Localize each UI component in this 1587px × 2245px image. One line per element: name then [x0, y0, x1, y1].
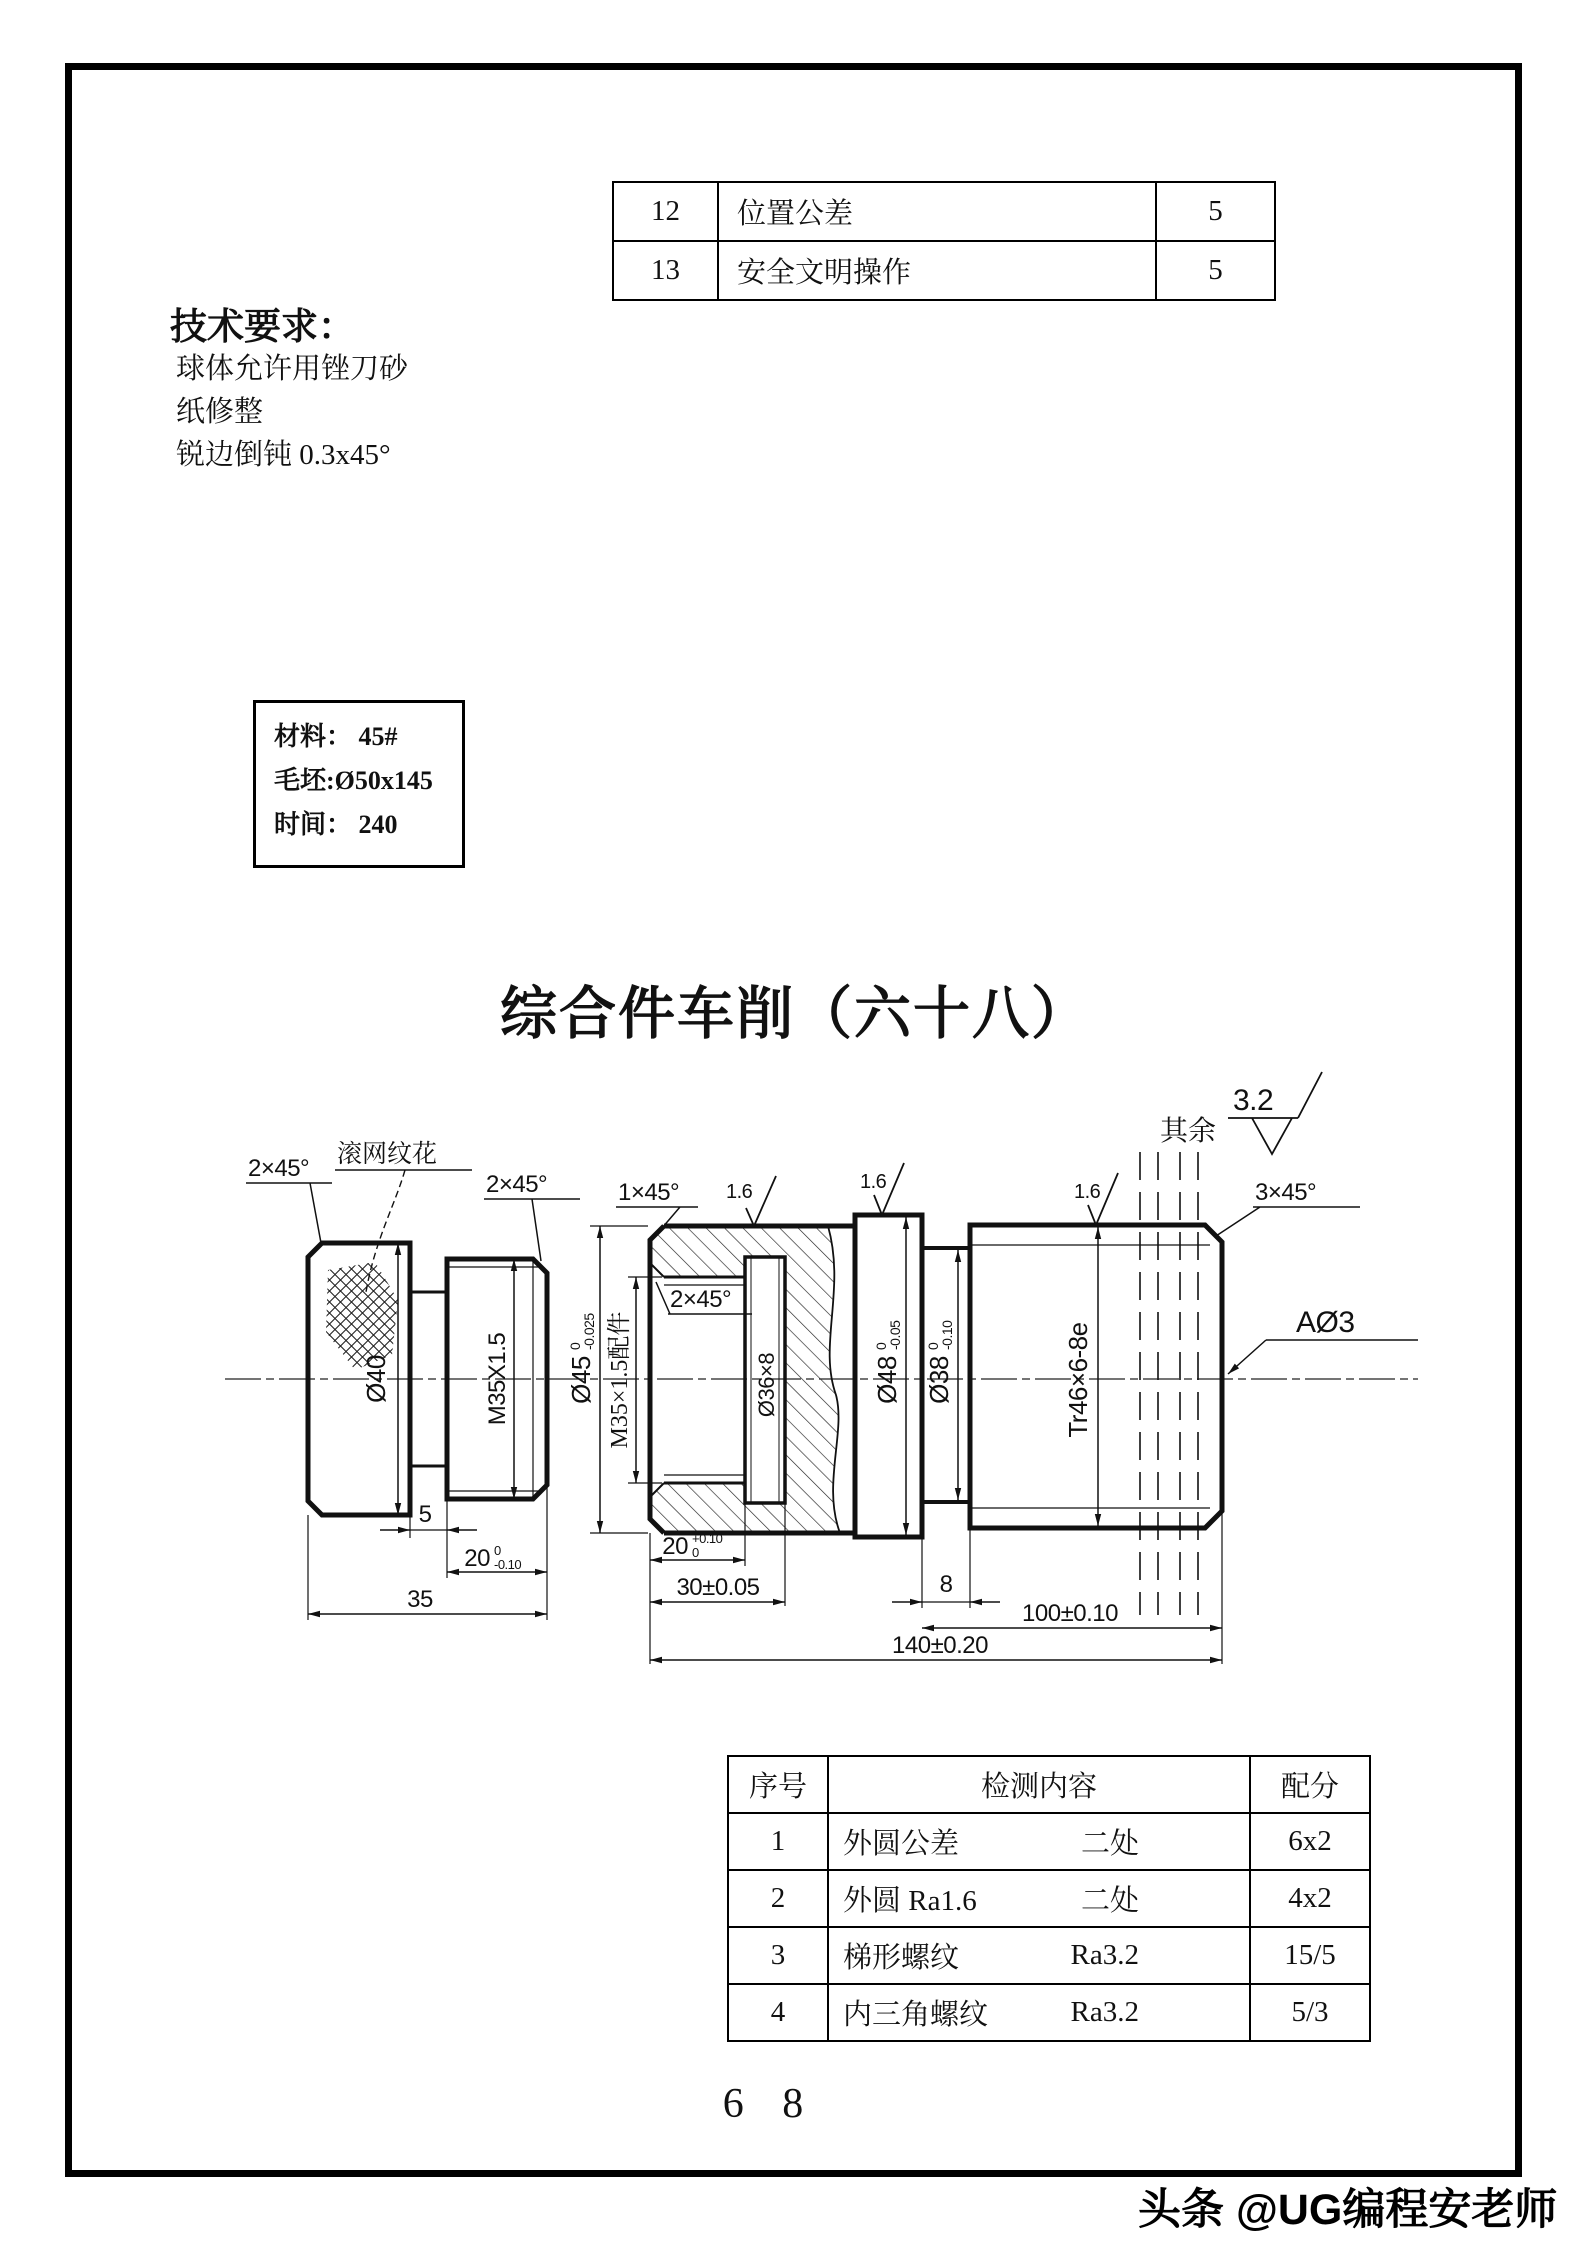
- label-datum-hole: AØ3: [1296, 1306, 1355, 1339]
- label-dia38-tol-dn: -0.10: [939, 1320, 955, 1350]
- item-text: 梯形螺纹: [843, 1942, 960, 1974]
- row-score: 5: [1156, 182, 1275, 241]
- row-item: 安全文明操作: [718, 241, 1156, 300]
- label-dia48-tol-up: 0: [873, 1342, 889, 1350]
- item-qualifier: Ra3.2: [1070, 1939, 1139, 1971]
- knurl-patch: [326, 1262, 398, 1370]
- table-row: [613, 182, 1275, 241]
- label-thread-tr46: Tr46×6-8e: [1063, 1322, 1093, 1438]
- label-chamfer-2x45-right: 2×45°: [486, 1171, 548, 1198]
- label-chamfer-2x45-inner: 2×45°: [670, 1286, 732, 1313]
- label-dia48: Ø48: [872, 1356, 902, 1404]
- label-dia38: Ø38: [924, 1356, 954, 1404]
- technical-drawing: [170, 1060, 1420, 1700]
- label-knurl: 滚网纹花: [337, 1141, 438, 1168]
- tech-line: 球体允许用锉刀砂: [176, 353, 409, 385]
- label-dim35: 35: [407, 1586, 433, 1613]
- table-header-row: [728, 1756, 1370, 1813]
- header-no: 序号: [728, 1756, 828, 1813]
- row-number: 3: [728, 1927, 828, 1984]
- row-number: 12: [613, 182, 718, 241]
- label-dia48-tol-dn: -0.05: [887, 1320, 903, 1350]
- header-score: 配分: [1250, 1756, 1370, 1813]
- row-score: 5: [1156, 241, 1275, 300]
- item-qualifier: 二处: [1080, 1828, 1139, 1860]
- label-dia40: Ø40: [361, 1355, 391, 1403]
- row-number: 1: [728, 1813, 828, 1870]
- row-item: [828, 1927, 1250, 1984]
- row-score: 4x2: [1250, 1870, 1370, 1927]
- tech-requirements-heading: 技术要求：: [170, 307, 355, 348]
- label-dim20-left-tol-dn: -0.10: [494, 1557, 522, 1572]
- label-groove: Ø36×8: [754, 1352, 779, 1418]
- label-dim20-right-tol-dn: 0: [692, 1545, 699, 1560]
- time-line: 时间： 240: [274, 810, 398, 839]
- row-score: 5/3: [1250, 1984, 1370, 2041]
- label-dim20-right-tol-up: +0.10: [692, 1531, 723, 1546]
- item-qualifier: 二处: [1080, 1885, 1139, 1917]
- page-number: 6 8: [722, 2081, 818, 2127]
- label-thread-m35: M35X1.5: [484, 1332, 511, 1426]
- label-dim140: 140±0.20: [892, 1632, 988, 1659]
- row-score: 6x2: [1250, 1813, 1370, 1870]
- table-row: [613, 241, 1275, 300]
- label-dia45: Ø45: [566, 1356, 596, 1404]
- label-chamfer-1x45: 1×45°: [618, 1179, 680, 1206]
- label-dim20-right: 20: [662, 1533, 688, 1560]
- table-row: [728, 1813, 1370, 1870]
- row-item: [828, 1813, 1250, 1870]
- table-row: [728, 1870, 1370, 1927]
- tech-requirements-body: [176, 348, 408, 477]
- label-dia45-tol-dn: -0.025: [581, 1313, 597, 1350]
- page-title: 综合件车削（六十八）: [500, 983, 1090, 1046]
- score-table-continuation: [612, 181, 1276, 301]
- item-qualifier: Ra3.2: [1070, 1996, 1139, 2028]
- label-dia38-tol-up: 0: [925, 1342, 941, 1350]
- row-score: 15/5: [1250, 1927, 1370, 1984]
- row-number: 13: [613, 241, 718, 300]
- label-dim100: 100±0.10: [1022, 1600, 1118, 1627]
- table-row: [728, 1927, 1370, 1984]
- label-dim8: 8: [939, 1571, 953, 1598]
- inspection-table: [727, 1755, 1371, 2042]
- label-dim20-left: 20: [464, 1545, 490, 1572]
- item-text: 外圆 Ra1.6: [843, 1885, 977, 1917]
- label-finish-a: 1.6: [726, 1181, 753, 1203]
- break-lines: [1140, 1152, 1198, 1615]
- material-info-box: [253, 700, 465, 868]
- tech-line: 锐边倒钝 0.3x45°: [176, 439, 391, 471]
- label-chamfer-2x45-left: 2×45°: [248, 1155, 310, 1182]
- label-surface-note-value: 3.2: [1233, 1084, 1274, 1117]
- label-dia45-tol-up: 0: [567, 1342, 583, 1350]
- table-row: [728, 1984, 1370, 2041]
- label-chamfer-3x45: 3×45°: [1255, 1179, 1317, 1206]
- blank-line: 毛坯:Ø50x145: [274, 766, 433, 795]
- row-item: [828, 1984, 1250, 2041]
- label-dim5: 5: [418, 1501, 432, 1528]
- material-line: 材料： 45#: [274, 722, 398, 751]
- row-number: 2: [728, 1870, 828, 1927]
- label-surface-note-prefix: 其余: [1160, 1116, 1217, 1147]
- header-content: 检测内容: [828, 1756, 1250, 1813]
- row-item: [828, 1870, 1250, 1927]
- row-number: 4: [728, 1984, 828, 2041]
- row-item: 位置公差: [718, 182, 1156, 241]
- tech-line: 纸修整: [176, 396, 264, 428]
- item-text: 内三角螺纹: [843, 1999, 989, 2031]
- item-text: 外圆公差: [843, 1828, 960, 1860]
- label-thread-m35-fit: M35×1.5配件: [607, 1311, 633, 1449]
- label-dim20-left-tol-up: 0: [494, 1543, 501, 1558]
- label-finish-b: 1.6: [860, 1171, 887, 1193]
- watermark: 头条 @UG编程安老师: [1138, 2186, 1558, 2234]
- label-dim30: 30±0.05: [676, 1574, 760, 1601]
- label-finish-c: 1.6: [1074, 1181, 1101, 1203]
